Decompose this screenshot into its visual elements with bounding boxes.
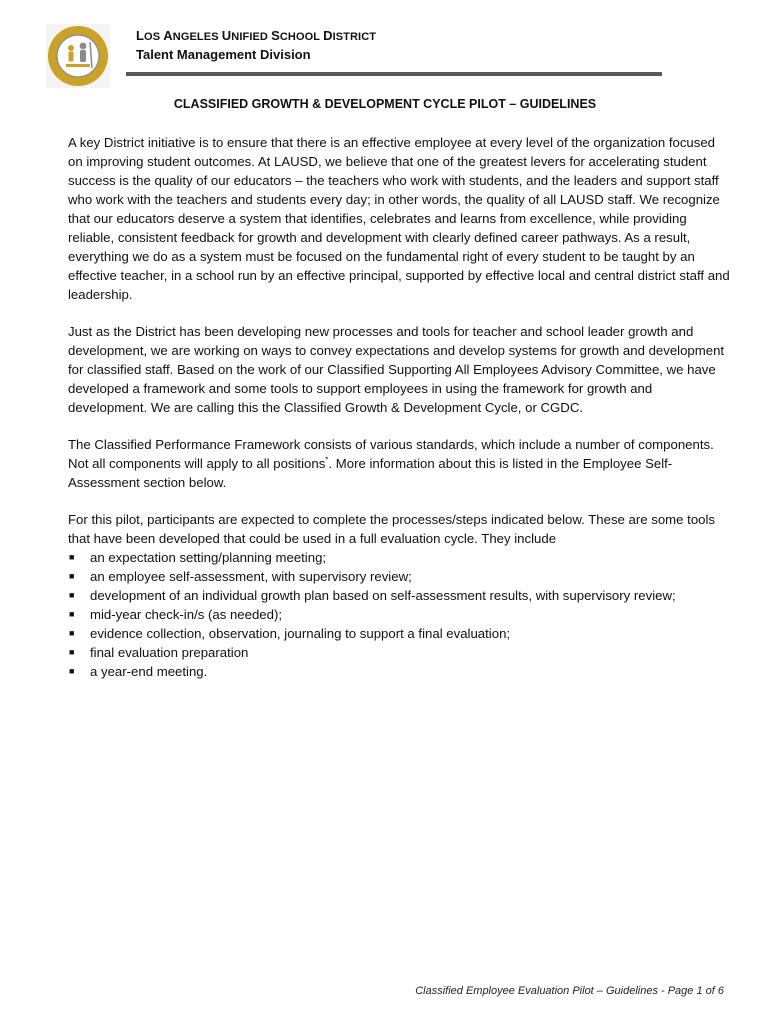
bullet-square-icon: ■ [69, 666, 75, 676]
header-rule [126, 72, 662, 76]
list-item: ■ an expectation setting/planning meeting; [69, 550, 327, 565]
footnote-marker: * [325, 455, 329, 465]
division-name: Talent Management Division [136, 47, 311, 62]
bullet-square-icon: ■ [69, 647, 75, 657]
document-body [68, 133, 732, 681]
paragraph-development: Just as the District has been developing new processes and tools for teacher and school leader growth and development, we are working on ways to convey expectations and develop systems for growth and development for classified staff. Based on the work of our Classified Supporting All Employees Advisory Committee, we have developed a framework and some tools to support employees in using the framework for growth and development. We are calling this the Classified Growth & Development Cycle, or CGDC. [68, 324, 725, 415]
list-item: ■ final evaluation preparation [69, 645, 249, 660]
org-word-1: LOS [136, 28, 164, 43]
framework-text-b: . More information about this is listed in the Employee Self-Assessment section below. [68, 456, 673, 490]
list-item: ■ development of an individual growth plan based on self-assessment results, with supervisory review; [69, 588, 676, 603]
document-title: CLASSIFIED GROWTH & DEVELOPMENT CYCLE PILOT – GUIDELINES [173, 97, 597, 111]
paragraph-framework [68, 435, 732, 492]
list-item: ■ an employee self-assessment, with supervisory review; [69, 569, 412, 584]
bullet-square-icon: ■ [69, 609, 75, 619]
framework-text-a: The Classified Performance Framework consists of various standards, which include a number of components. Not all components will apply to all positions [68, 437, 714, 471]
list-item: ■ a year-end meeting. [69, 664, 208, 679]
list-item: ■ evidence collection, observation, journaling to support a final evaluation; [69, 626, 511, 641]
org-word-3: UNIFIED [221, 28, 272, 43]
bullet-square-icon: ■ [69, 552, 75, 562]
bullet-square-icon: ■ [69, 571, 75, 581]
paragraph-pilot: For this pilot, participants are expected to complete the processes/steps indicated below. These are some tools that have been developed that could be used in a full evaluation cycle. They include [68, 512, 716, 546]
process-steps-list [68, 548, 732, 681]
list-item: ■ mid-year check-in/s (as needed); [69, 607, 283, 622]
paragraph-intro: A key District initiative is to ensure that there is an effective employee at every level of the organization focused on improving student outcomes. At LAUSD, we believe that one of the greatest levers for accelerating student success is the quality of our educators – the teachers who work with students, and the leaders and support staff who work with the teachers and students every day; in other words, the quality of all LAUSD staff. We recognize that our educators deserve a system that identifies, celebrates and learns from excellence, while providing reliable, consistent feedback for growth and development with clearly defined career pathways. As a result, everything we do as a system must be focused on the fundamental right of every student to be taught by an effective teacher, in a school run by an effective principal, supported by effective local and central district staff and leadership. [68, 135, 730, 302]
org-word-4: SCHOOL [271, 28, 324, 43]
page-footer: Classified Employee Evaluation Pilot – Guidelines - Page 1 of 6 [415, 985, 724, 997]
org-word-2: ANGELES [163, 28, 222, 43]
lausd-seal-logo [46, 24, 110, 88]
organization-name [136, 28, 376, 43]
bullet-square-icon: ■ [69, 590, 75, 600]
org-word-5: DISTRICT [323, 28, 377, 43]
bullet-square-icon: ■ [69, 628, 75, 638]
